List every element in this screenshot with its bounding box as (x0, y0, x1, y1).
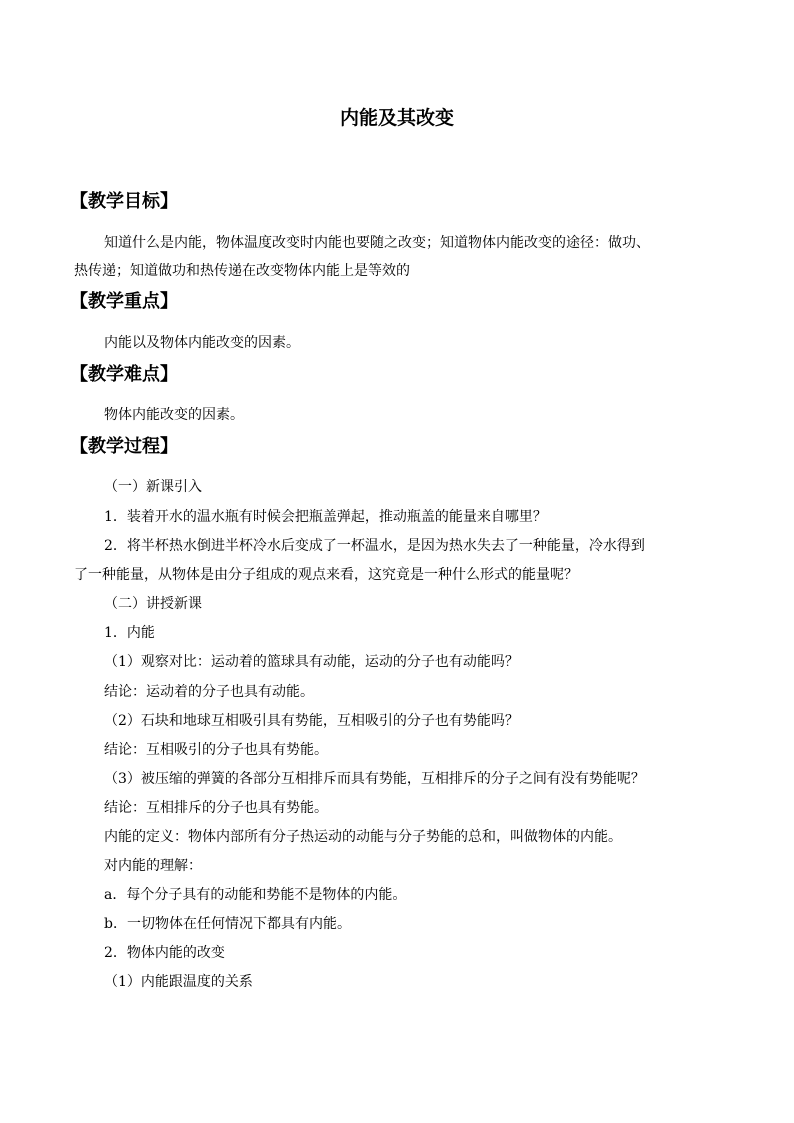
process-line-5: （二）讲授新课 (104, 596, 202, 612)
heading-process: 【教学过程】 (70, 436, 178, 457)
process-line-18: （1）内能跟温度的关系 (104, 974, 253, 990)
objectives-line-2: 热传递；知道做功和热传递在改变物体内能上是等效的 (74, 263, 410, 279)
heading-objectives: 【教学目标】 (70, 191, 178, 212)
process-line-8: 结论：运动着的分子也具有动能。 (104, 684, 314, 700)
key-points-line-1: 内能以及物体内能改变的因素。 (104, 335, 300, 351)
process-line-12: 结论：互相排斥的分子也具有势能。 (104, 800, 328, 816)
process-line-11: （3）被压缩的弹簧的各部分互相排斥而具有势能，互相排斥的分子之间有没有势能呢？ (104, 771, 645, 787)
process-line-1: （一）新课引入 (104, 479, 202, 495)
process-line-10: 结论：互相吸引的分子也具有势能。 (104, 742, 328, 758)
process-line-4: 了一种能量，从物体是由分子组成的观点来看，这究竟是一种什么形式的能量呢？ (74, 567, 578, 583)
process-line-2: 1．装着开水的温水瓶有时候会把瓶盖弹起，推动瓶盖的能量来自哪里？ (104, 509, 547, 525)
heading-difficulties: 【教学难点】 (70, 364, 178, 385)
process-line-14: 对内能的理解： (104, 858, 202, 874)
objectives-line-1: 知道什么是内能，物体温度改变时内能也要随之改变；知道物体内能改变的途径：做功、 (104, 235, 650, 251)
process-line-9: （2）石块和地球互相吸引具有势能，互相吸引的分子也有势能吗？ (104, 713, 519, 729)
process-line-7: （1）观察对比：运动着的篮球具有动能，运动的分子也有动能吗？ (104, 654, 519, 670)
process-line-16: b．一切物体在任何情况下都具有内能。 (104, 916, 351, 932)
process-line-13: 内能的定义：物体内部所有分子热运动的动能与分子势能的总和，叫做物体的内能。 (104, 829, 622, 845)
process-line-15: a．每个分子具有的动能和势能不是物体的内能。 (104, 887, 407, 903)
heading-key-points: 【教学重点】 (70, 291, 178, 312)
page-title: 内能及其改变 (339, 107, 454, 129)
process-line-3: 2．将半杯热水倒进半杯冷水后变成了一杯温水，是因为热水失去了一种能量，冷水得到 (104, 538, 645, 554)
process-line-6: 1．内能 (104, 625, 155, 641)
difficulties-line-1: 物体内能改变的因素。 (104, 407, 244, 423)
process-line-17: 2．物体内能的改变 (104, 945, 225, 961)
